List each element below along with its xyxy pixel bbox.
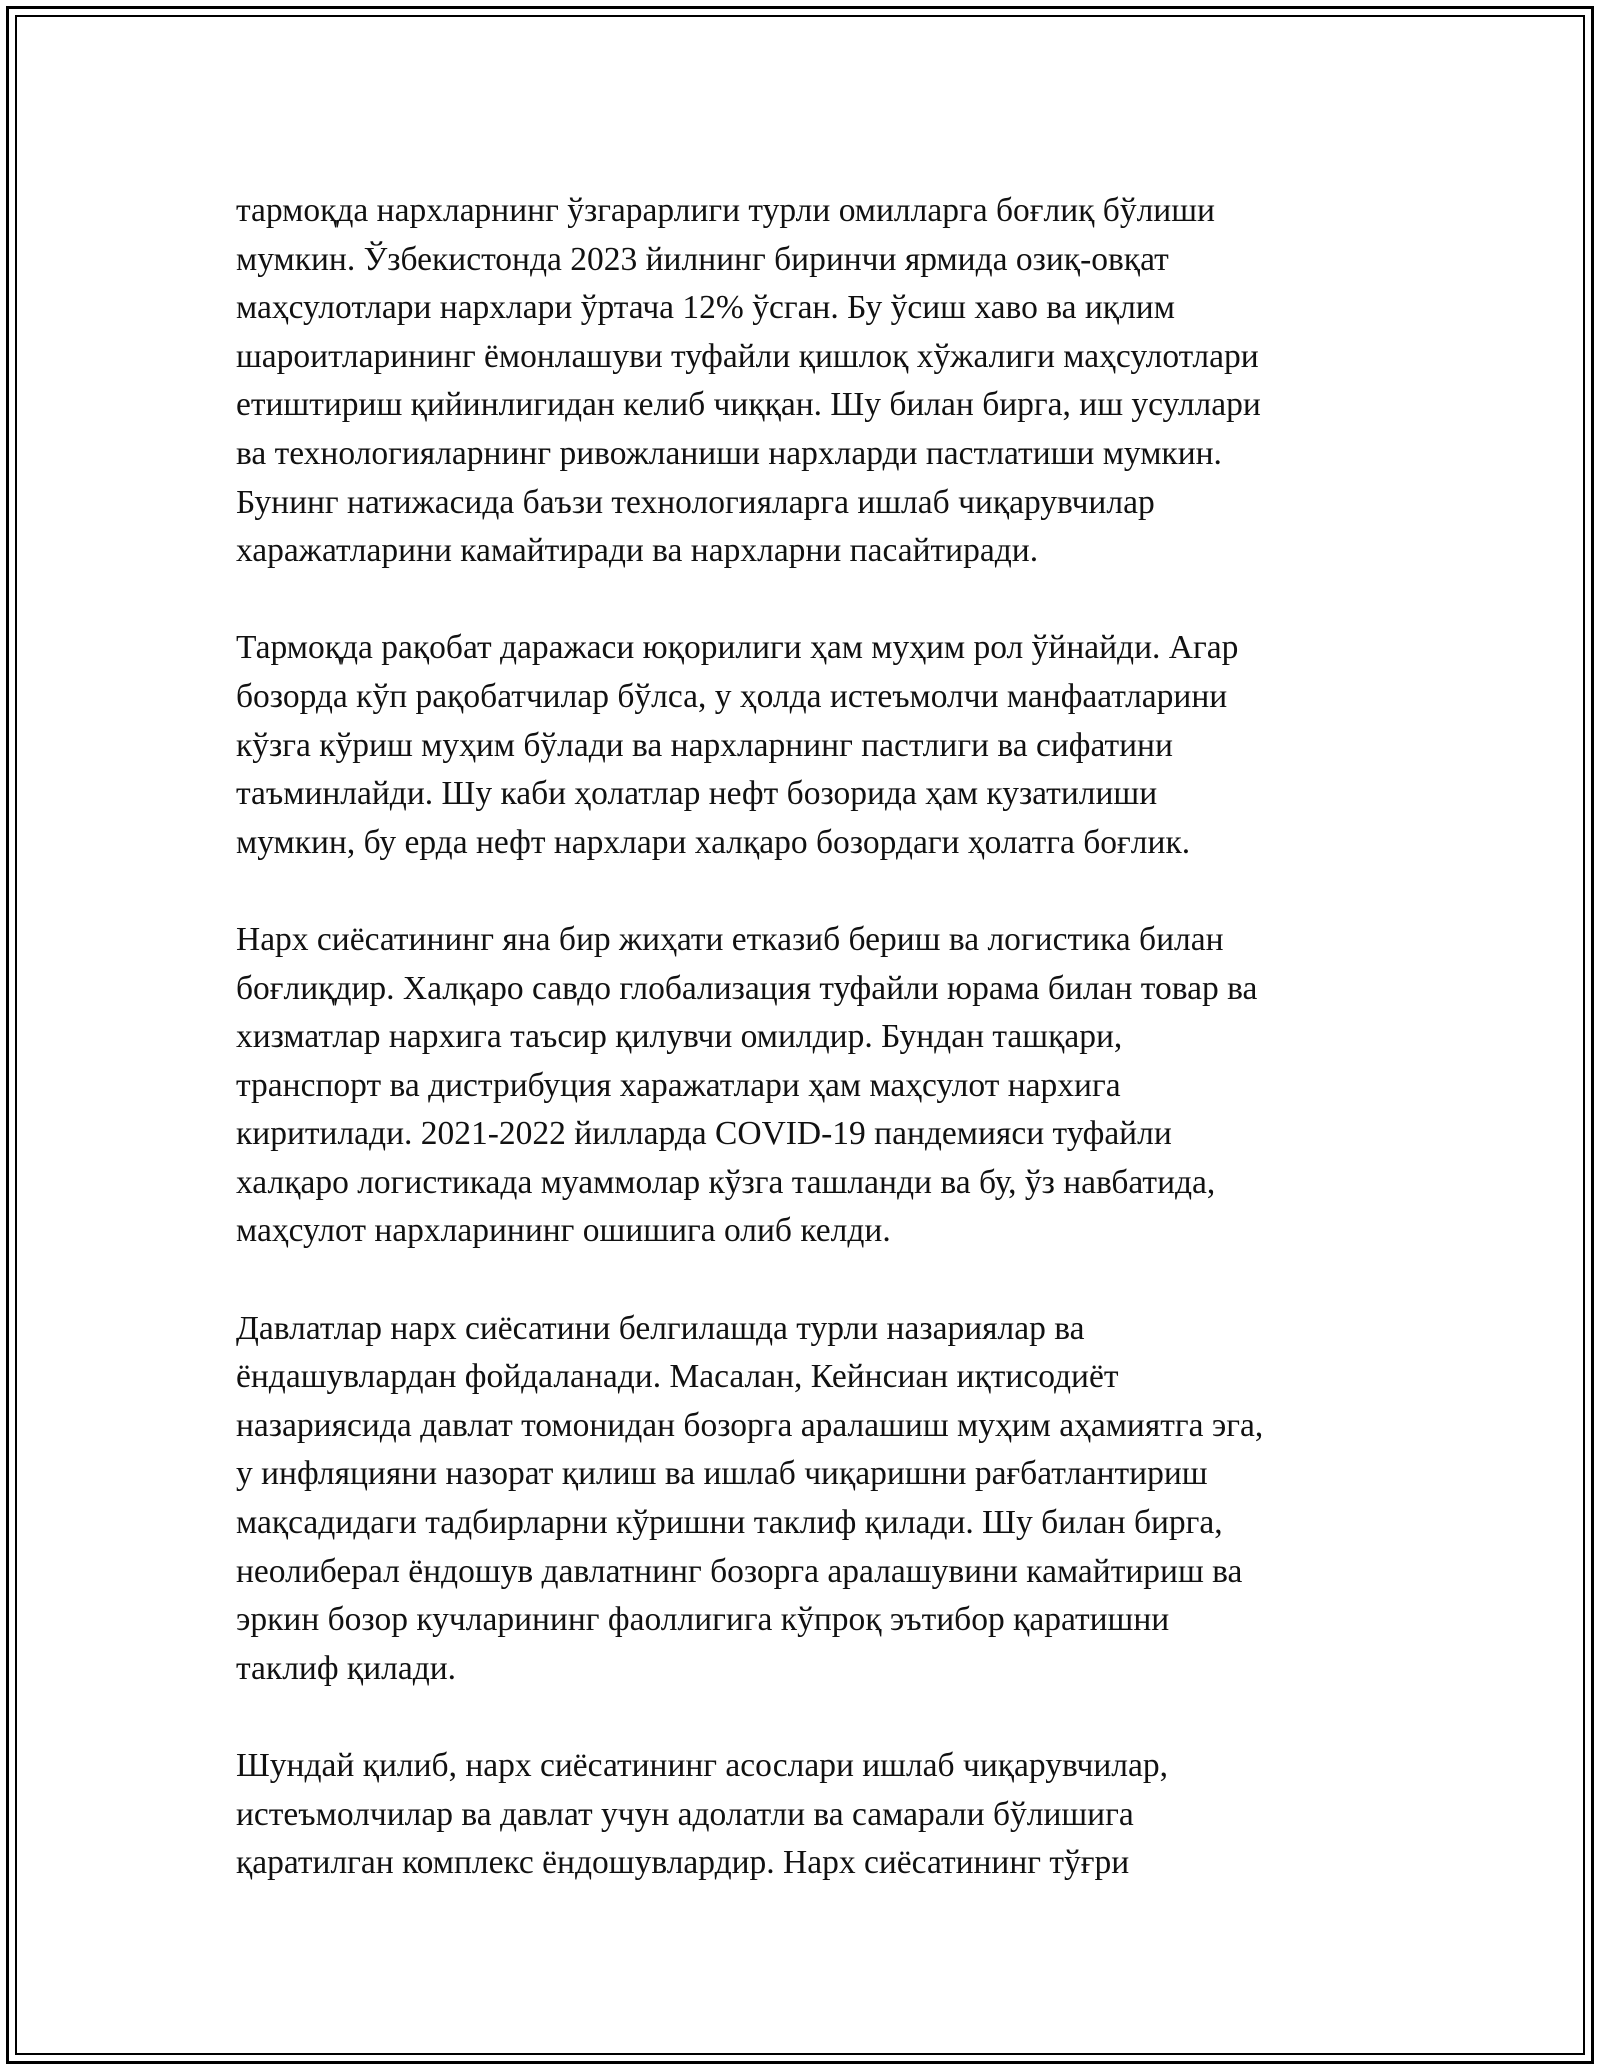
document-body <box>236 187 1396 1888</box>
paragraph: Тармоқда рақобат даражаси юқорилиги ҳам муҳим рол ўйнайди. Агар бозорда кўп рақобатчилар бўлса, у ҳолда истеъмолчи манфаатларини кўзга кўриш муҳим бўлади ва нархларнинг пастлиги ва сифатини таъминлайди. Шу каби ҳолатлар нефт бозорида ҳам кузатилиши мумкин, бу ерда нефт нархлари халқаро бозордаги ҳолатга боғлик. <box>236 629 1239 861</box>
paragraph: Шундай қилиб, нарх сиёсатининг асослари ишлаб чиқарувчилар, истеъмолчилар ва давлат учун адолатли ва самарали бўлишига қаратилган комплекс ёндошувлардир. Нарх сиёсатининг тўғри <box>236 1747 1168 1882</box>
paragraph: тармоқда нархларнинг ўзгарарлиги турли омилларга боғлиқ бўлиши мумкин. Ўзбекистонда 2023 йилнинг биринчи ярмида озиқ-овқат маҳсулотлари нархлари ўртача 12% ўсган. Бу ўсиш хаво ва иқлим шароитларининг ёмонлашуви туфайли қишлоқ хўжалиги маҳсулотлари етиштириш қийинлигидан келиб чиққан. Шу билан бирга, иш усуллари ва технологияларнинг ривожланиши нархларди пастлатиши мумкин. Бунинг натижасида баъзи технологияларга ишлаб чиқарувчилар харажатларини камайтиради ва нархларни пасайтиради. <box>236 192 1261 570</box>
paragraph: Нарх сиёсатининг яна бир жиҳати етказиб бериш ва логистика билан боғлиқдир. Халқаро савдо глобализация туфайли юрама билан товар ва хизматлар нархига таъсир қилувчи омилдир. Бундан ташқари, транспорт ва дистрибуция харажатлари ҳам маҳсулот нархига киритилади. 2021-2022 йилларда COVID-19 пандемияси туфайли халқаро логистикада муаммолар кўзга ташланди ва бу, ўз навбатида, маҳсулот нархларининг ошишига олиб келди. <box>236 920 1258 1250</box>
paragraph: Давлатлар нарх сиёсатини белгилашда турли назариялар ва ёндашувлардан фойдаланади. Масалан, Кейнсиан иқтисодиёт назариясида давлат томонидан бозорга аралашиш муҳим аҳамиятга эга, у инфляцияни назорат қилиш ва ишлаб чиқаришни рағбатлантириш мақсадидаги тадбирларни кўришни таклиф қилади. Шу билан бирга, неолиберал ёндошув давлатнинг бозорга аралашувини камайтириш ва эркин бозор кучларининг фаоллигига кўпроқ эътибор қаратишни таклиф қилади. <box>236 1309 1264 1687</box>
